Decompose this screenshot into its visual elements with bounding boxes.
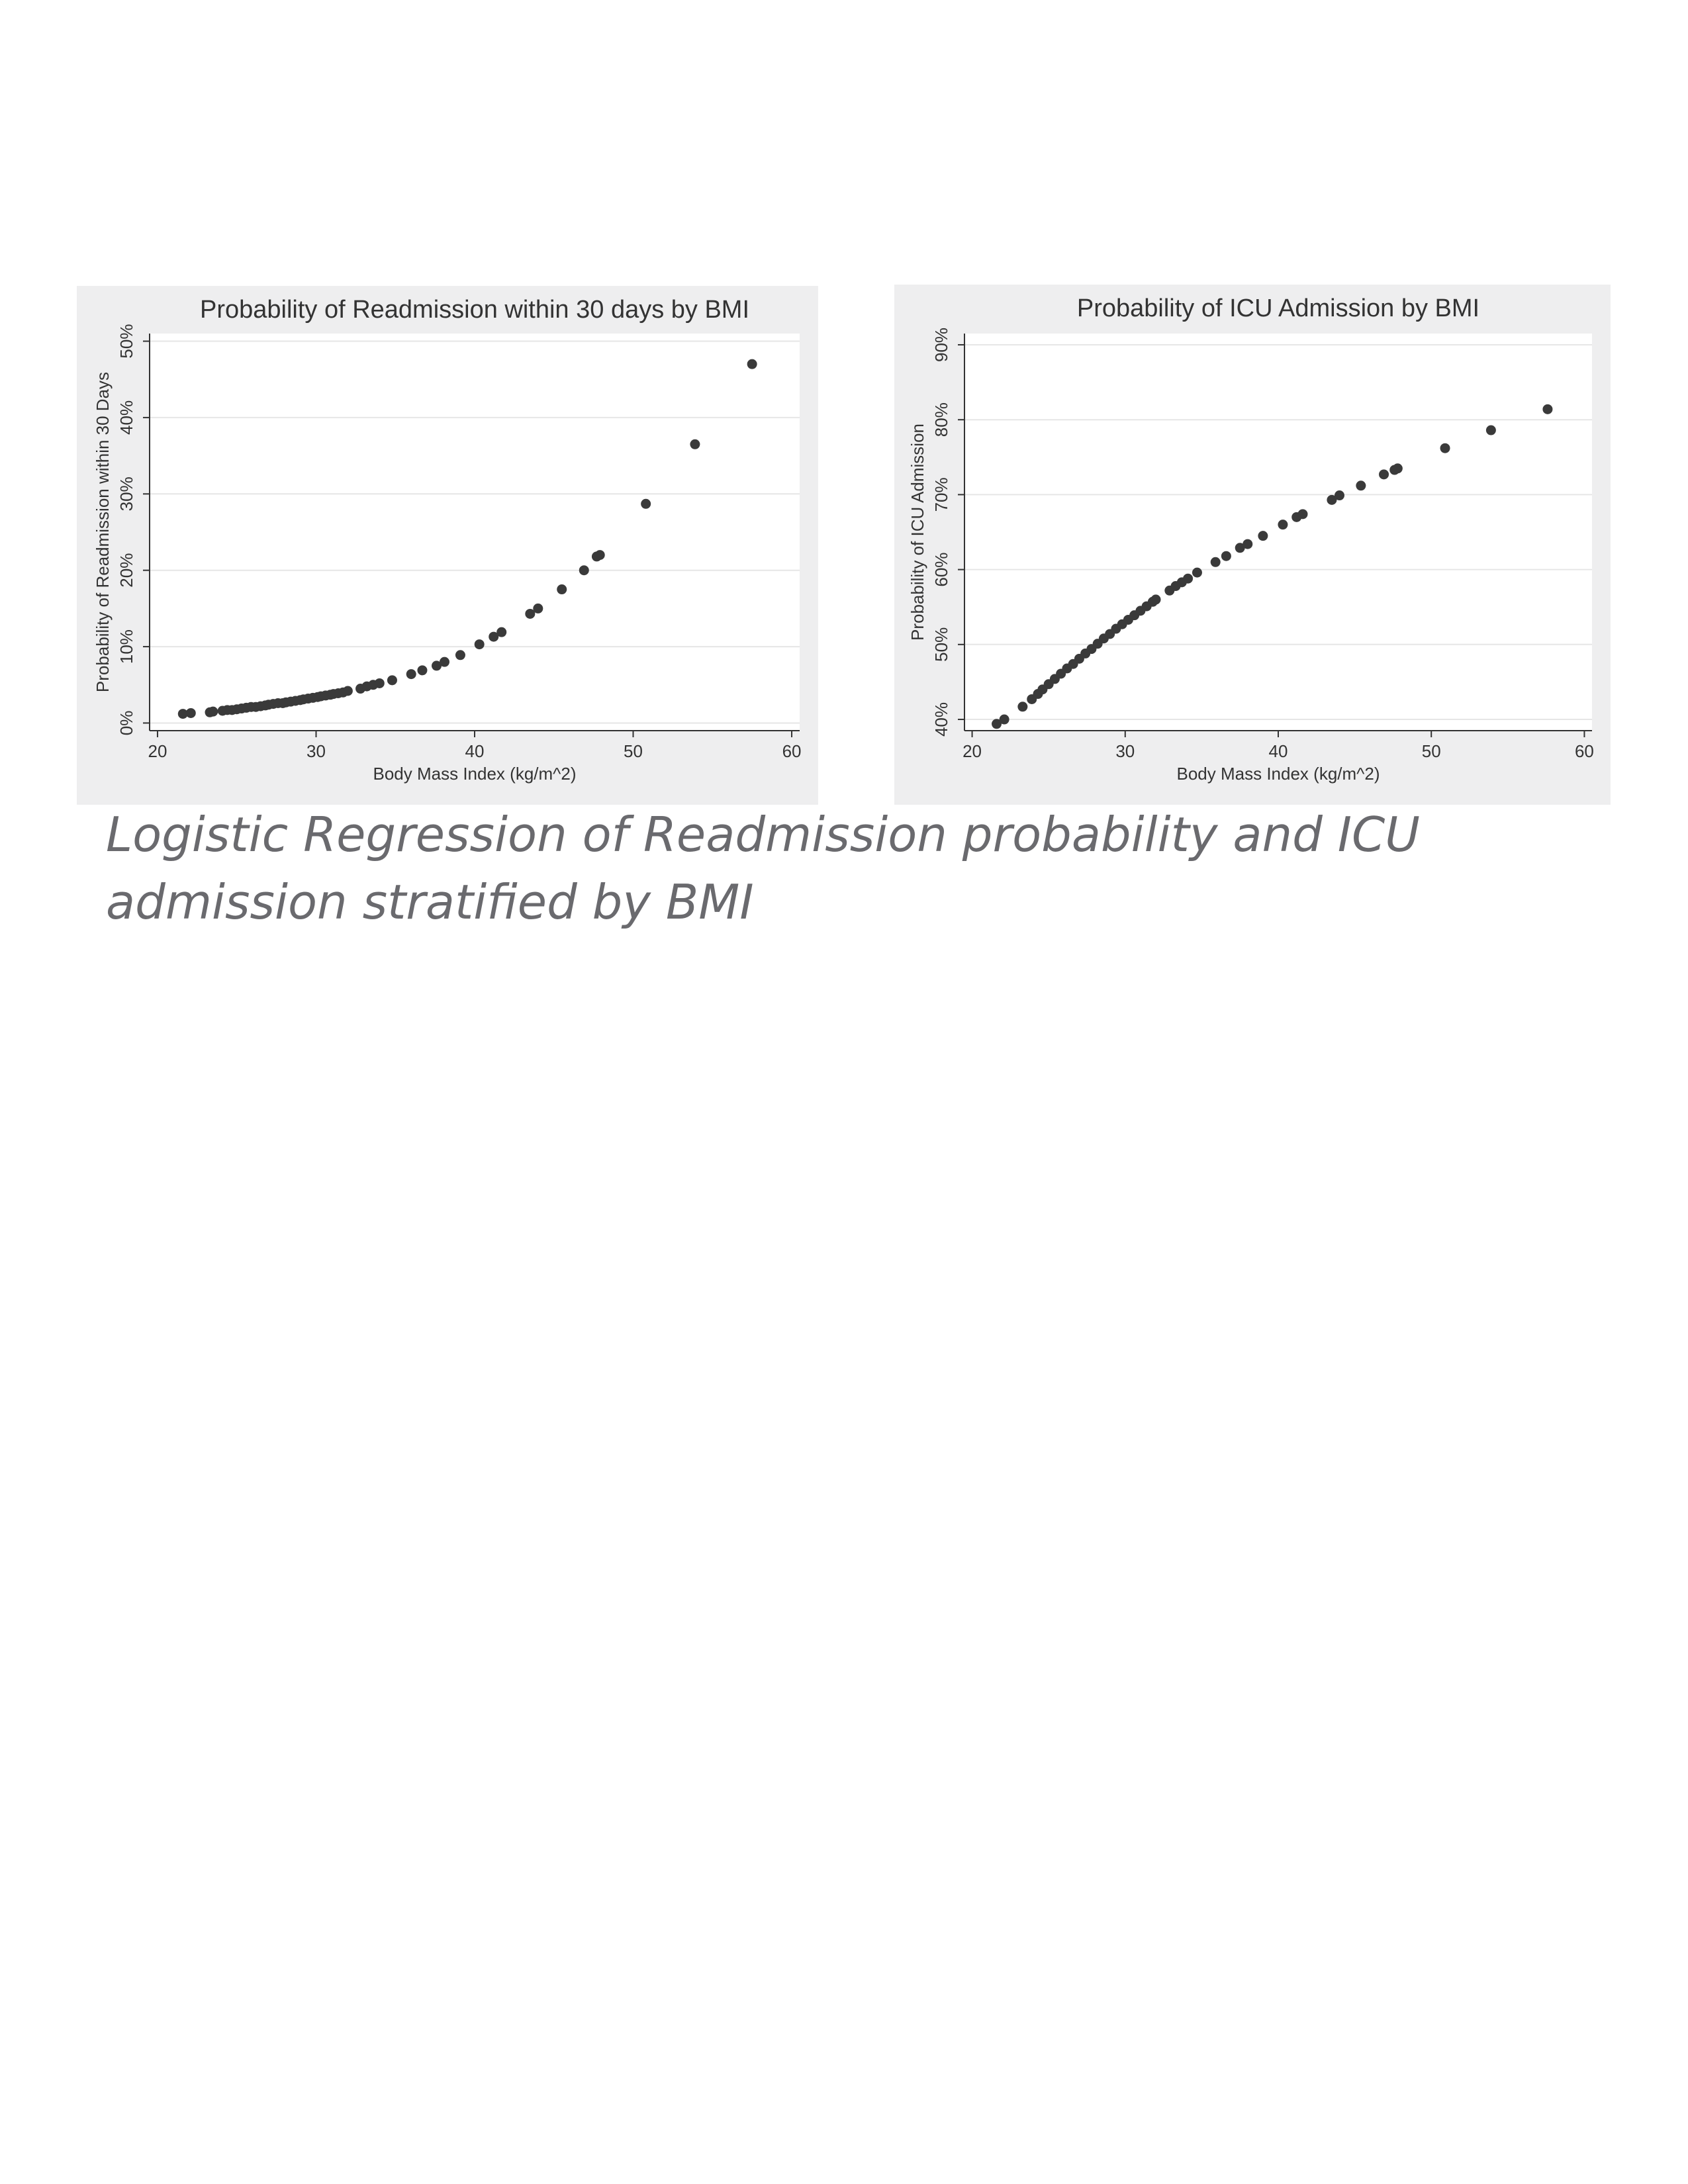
plot-area	[150, 334, 800, 731]
x-tick-label: 30	[1115, 741, 1135, 761]
data-point	[595, 550, 605, 560]
data-point	[440, 657, 449, 667]
y-tick-label: 0%	[117, 710, 136, 736]
y-tick-label: 80%	[931, 402, 951, 437]
y-tick-label: 40%	[931, 702, 951, 737]
data-point	[1297, 509, 1307, 519]
x-tick-label: 20	[962, 741, 982, 761]
data-point	[1440, 443, 1450, 453]
y-tick-label: 10%	[117, 629, 136, 664]
data-point	[747, 359, 757, 369]
data-point	[455, 650, 465, 660]
x-tick-label: 60	[782, 741, 802, 761]
y-axis-label: Probability of ICU Admission	[908, 423, 927, 641]
data-point	[343, 686, 353, 696]
x-tick-label: 60	[1574, 741, 1594, 761]
y-tick-label: 50%	[931, 627, 951, 662]
icu-chart-panel	[894, 285, 1611, 805]
data-point	[690, 439, 700, 449]
data-point	[1542, 404, 1552, 414]
x-tick-label: 40	[1268, 741, 1288, 761]
readmission-chart-panel	[77, 286, 818, 805]
y-tick-label: 20%	[117, 553, 136, 588]
data-point	[557, 584, 567, 594]
data-point	[1379, 469, 1389, 479]
data-point	[533, 604, 543, 614]
data-point	[1258, 531, 1268, 541]
data-point	[1211, 557, 1221, 567]
data-point	[475, 639, 485, 649]
data-point	[406, 669, 416, 679]
x-axis-label: Body Mass Index (kg/m^2)	[1176, 764, 1380, 784]
data-point	[1183, 574, 1193, 584]
data-point	[641, 499, 651, 509]
y-tick-label: 60%	[931, 552, 951, 587]
data-point	[186, 708, 196, 718]
figure-caption: Logistic Regression of Readmission probability and ICU admission stratified by BMI	[106, 807, 1420, 930]
x-tick-label: 30	[306, 741, 326, 761]
data-point	[1243, 539, 1252, 549]
y-tick-label: 50%	[117, 324, 136, 359]
x-axis-label: Body Mass Index (kg/m^2)	[373, 764, 577, 784]
x-tick-label: 50	[1421, 741, 1441, 761]
data-point	[1000, 715, 1009, 725]
readmission-chart	[77, 286, 818, 805]
data-point	[579, 565, 589, 575]
chart-title: Probability of Readmission within 30 days by BMI	[199, 296, 750, 324]
data-point	[1221, 551, 1231, 561]
data-point	[387, 675, 397, 685]
icu-chart	[894, 285, 1611, 805]
data-point	[417, 665, 427, 675]
y-axis-label: Probability of Readmission within 30 Days	[93, 371, 113, 693]
data-point	[1356, 480, 1366, 490]
data-point	[1335, 490, 1344, 500]
x-tick-label: 50	[624, 741, 643, 761]
data-point	[1486, 426, 1496, 435]
x-tick-label: 40	[465, 741, 485, 761]
data-point	[1278, 520, 1288, 529]
data-point	[1192, 568, 1202, 578]
y-tick-label: 90%	[931, 327, 951, 363]
data-point	[1017, 702, 1027, 711]
data-point	[496, 627, 506, 637]
y-tick-label: 70%	[931, 477, 951, 512]
chart-title: Probability of ICU Admission by BMI	[1076, 295, 1480, 322]
data-point	[208, 707, 218, 717]
x-tick-label: 20	[148, 741, 167, 761]
data-point	[1393, 463, 1403, 473]
y-tick-label: 40%	[117, 400, 136, 435]
y-tick-label: 30%	[117, 477, 136, 512]
data-point	[1151, 594, 1161, 604]
data-point	[375, 678, 385, 688]
